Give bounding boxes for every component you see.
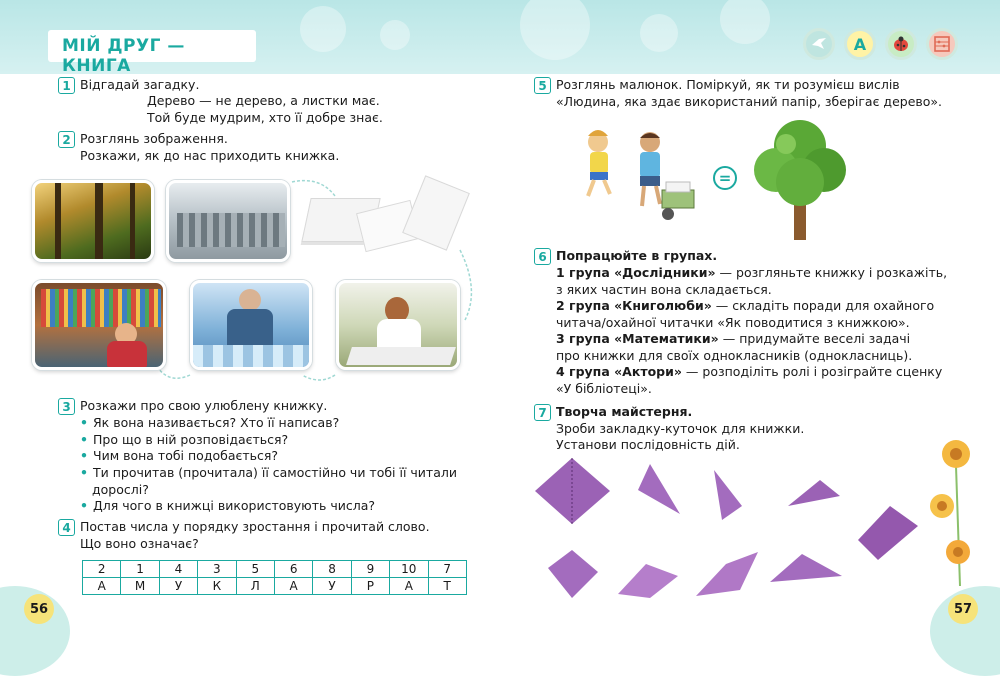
group-line-cont: «У бібліотеці». (556, 381, 652, 396)
number-letter-table (82, 560, 467, 595)
number-cell: 8 (313, 561, 351, 578)
bullet-item: • Для чого в книжці використовують числа? (80, 498, 375, 513)
task7-line: Установи послідовність дій. (556, 437, 740, 452)
letter-cell: У (159, 578, 197, 595)
riddle-line: Дерево — не дерево, а листки має. (147, 93, 380, 108)
woman-body (377, 319, 421, 349)
decor-bubble (520, 0, 590, 60)
decor-bubble (380, 20, 410, 50)
number-cell: 3 (198, 561, 236, 578)
task-number: 2 (58, 131, 75, 148)
tree-trunk (55, 183, 61, 262)
group-line: 1 група «Дослідники» — розгляньте книжку і розкажіть, (556, 265, 948, 280)
paper-sheets-illustration (300, 176, 468, 264)
bullet-item: • Як вона називається? Хто її написав? (80, 415, 340, 430)
page-number: 57 (948, 594, 978, 624)
letter-cell: А (390, 578, 428, 595)
origami-step (638, 464, 680, 514)
origami-step (548, 550, 598, 598)
group-line-cont: про книжки для своїх однокласників (однокласниць). (556, 348, 913, 363)
origami-steps-diagram (530, 456, 920, 606)
task-number: 3 (58, 398, 75, 415)
origami-step (770, 554, 842, 582)
number-cell: 4 (159, 561, 197, 578)
printing-press (193, 345, 312, 370)
task3-prompt: Розкажи про свою улюблену книжку. (80, 398, 328, 413)
bookshelf (41, 289, 161, 327)
task4-line: Що воно означає? (80, 536, 199, 551)
number-cell: 2 (83, 561, 121, 578)
worker-body (227, 309, 273, 349)
bullet-item: • Чим вона тобі подобається? (80, 448, 279, 463)
task4-line: Постав числа у порядку зростання і прочитай слово. (80, 519, 430, 534)
letters-row (83, 578, 467, 595)
printing-worker-photo (190, 280, 312, 370)
task2-line: Розглянь зображення. (80, 131, 228, 146)
bullet-item: • Про що в ній розповідається? (80, 432, 289, 447)
open-book (346, 347, 456, 365)
letter-cell: К (198, 578, 236, 595)
abacus-icon (926, 28, 958, 60)
task7-line: Зроби закладку-куточок для книжки. (556, 421, 805, 436)
children-recycling-illustration (574, 122, 704, 226)
letter-cell: Л (236, 578, 274, 595)
origami-step (788, 480, 840, 506)
letter-cell: У (313, 578, 351, 595)
decor-bubble (640, 14, 678, 52)
origami-step (696, 552, 758, 596)
origami-step (714, 470, 742, 520)
equals-sign: = (713, 166, 737, 190)
letter-cell: А (83, 578, 121, 595)
task-number: 1 (58, 77, 75, 94)
reading-boy-photo (32, 280, 166, 370)
flowers-decor (930, 436, 978, 596)
task5-line: «Людина, яка здає використаний папір, зберігає дерево». (556, 94, 943, 109)
paper-mill-photo (166, 180, 290, 262)
numbers-row (83, 561, 467, 578)
tree-illustration (750, 116, 850, 242)
task6-title: Попрацюйте в групах. (556, 248, 718, 263)
task2-line: Розкажи, як до нас приходить книжка. (80, 148, 340, 163)
forest-photo (32, 180, 154, 262)
number-cell: 10 (390, 561, 428, 578)
task5-line: Розглянь малюнок. Поміркуй, як ти розумієш вислів (556, 77, 900, 92)
page-number: 56 (24, 594, 54, 624)
letter-cell: М (121, 578, 159, 595)
group-line: 3 група «Математики» — придумайте веселі задачі (556, 331, 911, 346)
boy-body (107, 341, 147, 367)
task-number: 6 (534, 248, 551, 265)
number-cell: 9 (351, 561, 389, 578)
decor-bubble (300, 6, 346, 52)
task1-prompt: Відгадай загадку. (80, 77, 200, 92)
decor-bubble (720, 0, 770, 44)
task-number: 7 (534, 404, 551, 421)
mill-rollers (177, 213, 285, 247)
tree-trunk (95, 183, 103, 262)
letter-a-icon: A (844, 28, 876, 60)
letter-cell: Т (428, 578, 466, 595)
task7-title: Творча майстерня. (556, 404, 693, 419)
group-line: 4 група «Актори» — розподіліть ролі і розіграйте сценку (556, 364, 943, 379)
number-cell: 1 (121, 561, 159, 578)
origami-step (858, 506, 918, 560)
bullet-item: • Ти прочитав (прочитала) її самостійно чи тобі її читали (80, 465, 457, 480)
bird-icon (803, 28, 835, 60)
ladybug-icon (885, 28, 917, 60)
page-title: МІЙ ДРУГ — КНИГА (62, 36, 185, 76)
worker-head (239, 289, 261, 311)
number-cell: 7 (428, 561, 466, 578)
group-line-cont: читача/охайної читачки «Як поводитися з книжкою». (556, 315, 910, 330)
tree-trunk (130, 183, 135, 262)
task-number: 5 (534, 77, 551, 94)
bullet-continuation: дорослі? (92, 482, 149, 497)
task-number: 4 (58, 519, 75, 536)
group-line: 2 група «Книголюби» — складіть поради для охайного (556, 298, 935, 313)
number-cell: 5 (236, 561, 274, 578)
riddle-line: Той буде мудрим, хто її добре знає. (147, 110, 383, 125)
page-title-box (48, 30, 256, 76)
origami-step (618, 564, 678, 598)
reading-woman-photo (336, 280, 460, 370)
group-line-cont: з яких частин вона складається. (556, 282, 772, 297)
letter-cell: А (274, 578, 312, 595)
number-cell: 6 (274, 561, 312, 578)
letter-cell: Р (351, 578, 389, 595)
